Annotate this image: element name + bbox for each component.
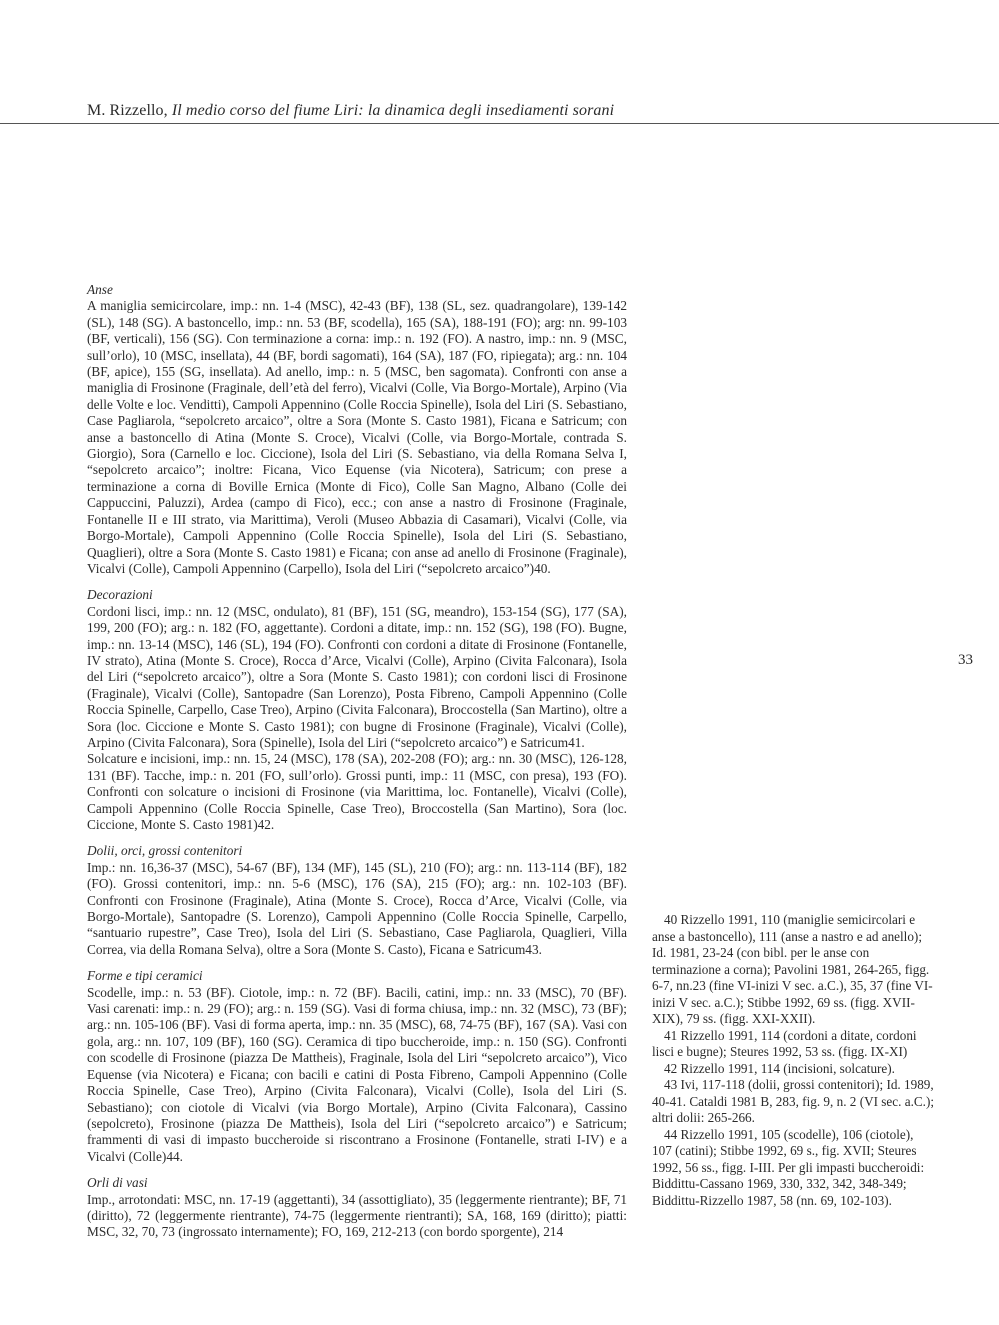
main-text bbox=[87, 282, 627, 1251]
paragraph: Imp.: nn. 16,36-37 (MSC), 54-67 (BF), 134 (MF), 145 (SL), 210 (FO); arg.: nn. 113-114 (BF), 182 (FO). Grossi contenitori, imp.: nn. 5-6 (MSC), 176 (SA), 215 (FO); arg.: nn. 102-103 (BF). Confronti con Frosinone (Fraginale), Atina (Monte S. Croce), Rocca d’Arce, Vicalvi (Colle, via Borgo-Mortale), Santopadre (S. Lorenzo), Campoli Appennino (Colle Roccia Spinelle, Carpello, “santuario rupestre”, Case Treo), Isola del Liri (S. Sebastiano, Case Pagliarola, Quaglieri, Villa Correa, via della Romana Selva), oltre a Sora (Monte S. Casto), Ficana e Satricum43. bbox=[87, 859, 627, 957]
section-title: Forme e tipi ceramici bbox=[87, 968, 203, 984]
paragraph: Scodelle, imp.: n. 53 (BF). Ciotole, imp.: n. 72 (BF). Bacili, catini, imp.: nn. 33 (MSC), 70 (BF). Vasi carenati: imp.: n. 29 (FO); arg.: n. 159 (SG). Vasi di forma chiusa, imp.: nn. 32 (MSC), 73 (BF); arg.: nn. 105-106 (BF). Vasi di forma aperta, imp.: nn. 35 (MSC), 68, 74-75 (BF), 167 (SA). Vasi con gola, arg.: nn. 107, 109 (BF), 160 (SG). Ceramica di tipo buccheroide, imp.: n. 150 (SG). Confronti con scodelle di Frosinone (piazza De Mattheis), Fraginale, Isola del Liri “sepolcreto arcaico”), Vico Equense (via Nicotera) e Ficana; con bacili e catini di Posta Fibreno, Campoli Appennino (Colle Roccia Spinelle, Case Treo), Arpino (Civita Falconara), Vicalvi (Colle), Isola del Liri (S. Sebastiano); con ciotole di Vicalvi (via Borgo Mortale), Arpino (Civita Falconara), Cassino (sepolcreto), Frosinone (piazza De Mattheis), Isola del Liri (“sepolcreto arcaico”) e Satricum; frammenti di vasi di impasto buccheroide si riscontrano a Frosinone (Fontanelle, strati I-IV) e a Vicalvi (Colle)44. bbox=[87, 984, 627, 1164]
section-anse bbox=[87, 282, 627, 577]
paragraph: Imp., arrotondati: MSC, nn. 17-19 (aggettanti), 34 (assottigliato), 35 (leggermente rientrante); BF, 71 (diritto), 72 (leggermente rientrante), 74-75 (leggermente rientranti); SA, 168, 169 (diritto); piatti: MSC, 32, 70, 73 (ingrossato internamente); FO, 169, 212-213 (con bordo sporgente), 214 bbox=[87, 1191, 627, 1240]
author: M. Rizzello, bbox=[87, 102, 168, 119]
running-head bbox=[87, 102, 614, 120]
section-title: Dolii, orci, grossi contenitori bbox=[87, 843, 243, 859]
footnotes bbox=[652, 912, 936, 1209]
paragraph: A maniglia semicircolare, imp.: nn. 1-4 (MSC), 42-43 (BF), 138 (SL, sez. quadrangolare), 139-142 (SL), 148 (SG). A bastoncello, imp.: nn. 53 (BF, scodella), 165 (SA), 188-191 (FO); arg: nn. 99-103 (BF, verticali), 156 (SG). Con terminazione a corna: imp.: n. 192 (FO). A nastro, imp.: nn. 9 (MSC, sull’orlo), 10 (MSC, insellata), 44 (BF, bordi sagomati), 164 (SA), 187 (FO, ripiegata); arg.: nn. 104 (BF, apice), 155 (SG, insellata). Ad anello, imp.: n. 5 (MSC, ben sagomata). Confronti con anse a maniglia di Frosinone (Fraginale, dell’età del ferro), Vicalvi (Colle, Via Borgo-Mortale), Arpino (Via delle Volte e loc. Venditti), Campoli Appennino (Colle Roccia Spinelle), Isola del Liri (S. Sebastiano, Case Pagliarola, “sepolcreto arcaico”, oltre a Sora (Monte S. Casto 1981), Ficana e Satricum; con anse a bastoncello di Atina (Monte S. Croce), Vicalvi (Colle, via Borgo-Mortale, contrada S. Giorgio), Sora (Carnello e loc. Ciccione), Isola del Liri (S. Sebastiano, via della Romana Selva I, “sepolcreto arcaico”; inoltre: Ficana, Vico Equense (via Nicotera), Satricum; con prese a terminazione a corna di Boville Ernica (Monte di Fico), Colle San Magno, Albano (Colle dei Cappuccini, Paluzzi), Ardea (campo di Fico), ecc.; con anse a nastro di Frosinone (Fraginale, Fontanelle II e III strato, via Marittima), Veroli (Museo Abbazia di Casamari), Vicalvi (Colle, via Borgo-Mortale), Campoli Appennino (Colle Roccia Spinelle), Isola del Liri (S. Sebastiano, Quaglieri), oltre a Sora (Monte S. Casto 1981) e Ficana; con anse ad anello di Frosinone (Fraginale), Vicalvi (Colle), Campoli Appennino (Carpello), Isola del Liri (“sepolcreto arcaico”)40. bbox=[87, 298, 627, 576]
section-decorazioni bbox=[87, 587, 627, 833]
footnote-41: 41 Rizzello 1991, 114 (cordoni a ditate, cordoni lisci e bugne); Steures 1992, 53 ss. (figg. IX-XI) bbox=[652, 1027, 917, 1059]
footnote-42: 42 Rizzello 1991, 114 (incisioni, solcature). bbox=[664, 1060, 895, 1076]
section-orli bbox=[87, 1175, 627, 1241]
page-number: 33 bbox=[958, 652, 973, 668]
footnote-40: 40 Rizzello 1991, 110 (maniglie semicircolari e anse a bastoncello), 111 (anse a nastro e ad anello); Id. 1981, 23-24 (con bibl. per le anse con terminazione a corna); Pavolini 1981, 264-265, figg. 6-7, nn.23 (fine VI-inizi V sec. a.C.), 35, 37 (fine VI-inizi V sec. a.C.); Stibbe 1992, 69 ss. (figg. XVII-XIX), 79 ss. (figg. XXI-XXII). bbox=[652, 912, 933, 1026]
header-rule bbox=[0, 123, 999, 124]
section-forme bbox=[87, 968, 627, 1165]
section-dolii bbox=[87, 843, 627, 958]
section-title: Orli di vasi bbox=[87, 1175, 148, 1191]
section-title: Anse bbox=[87, 282, 113, 297]
footnote-44: 44 Rizzello 1991, 105 (scodelle), 106 (ciotole), 107 (catini); Stibbe 1992, 69 s., fig. XVII; Steures 1992, 56 ss., figg. I-III. Per gli impasti buccheroidi: Biddittu-Cassano 1969, 330, 332, 342, 348-349; Biddittu-Rizzello 1987, 58 (nn. 69, 102-103). bbox=[652, 1126, 925, 1208]
footnote-43: 43 Ivi, 117-118 (dolii, grossi contenitori); Id. 1989, 40-41. Cataldi 1981 B, 283, fig. 9, n. 2 (VI sec. a.C.); altri dolii: 265-266. bbox=[652, 1077, 935, 1125]
section-title: Decorazioni bbox=[87, 587, 153, 603]
paragraph: Solcature e incisioni, imp.: nn. 15, 24 (MSC), 178 (SA), 202-208 (FO); arg.: nn. 30 (MSC), 126-128, 131 (BF). Tacche, imp.: n. 201 (FO, sull’orlo). Grossi punti, imp.: 11 (MSC, con presa), 193 (FO). Confronti con solcature o incisioni di Frosinone (via Marittima, loc. Fontanelle), Vicalvi (Colle), Campoli Appennino (Colle Roccia Spinelle, Case Treo), Broccostella (San Martino), Sora (loc. Ciccione, Monte S. Casto 1981)42. bbox=[87, 751, 627, 832]
article-title: Il medio corso del fiume Liri: la dinamica degli insediamenti sorani bbox=[171, 102, 615, 119]
paragraph: Cordoni lisci, imp.: nn. 12 (MSC, ondulato), 81 (BF), 151 (SG, meandro), 153-154 (SG), 177 (SA), 199, 200 (FO); arg.: n. 182 (FO, aggettante). Cordoni a ditate, imp.: nn. 152 (SG), 198 (FO). Bugne, imp.: nn. 13-14 (MSC), 146 (SL), 194 (FO). Confronti con cordoni a ditate di Frosinone (Fontanelle, IV strato), Atina (Monte S. Croce), Rocca d’Arce, Vicalvi (Colle), Arpino (Civita Falconara), Isola del Liri (“sepolcreto arcaico”), oltre a Sora (Monte S. Casto 1981); con cordoni lisci di Frosinone (Fraginale), Vicalvi (Colle), Santopadre (San Lorenzo), Posta Fibreno, Campoli Appennino (Colle Roccia Spinelle, Carpello, Case Treo), Arpino (Civita Falconara), Broccostella (San Martino), oltre a Sora (loc. Ciccione e Monte S. Casto 1981); con bugne di Frosinone (Fraginale), Vicalvi (Colle), Arpino (Civita Falconara), Sora (Spinelle), Isola del Liri (“sepolcreto arcaico”) e Satricum41. bbox=[87, 603, 627, 750]
